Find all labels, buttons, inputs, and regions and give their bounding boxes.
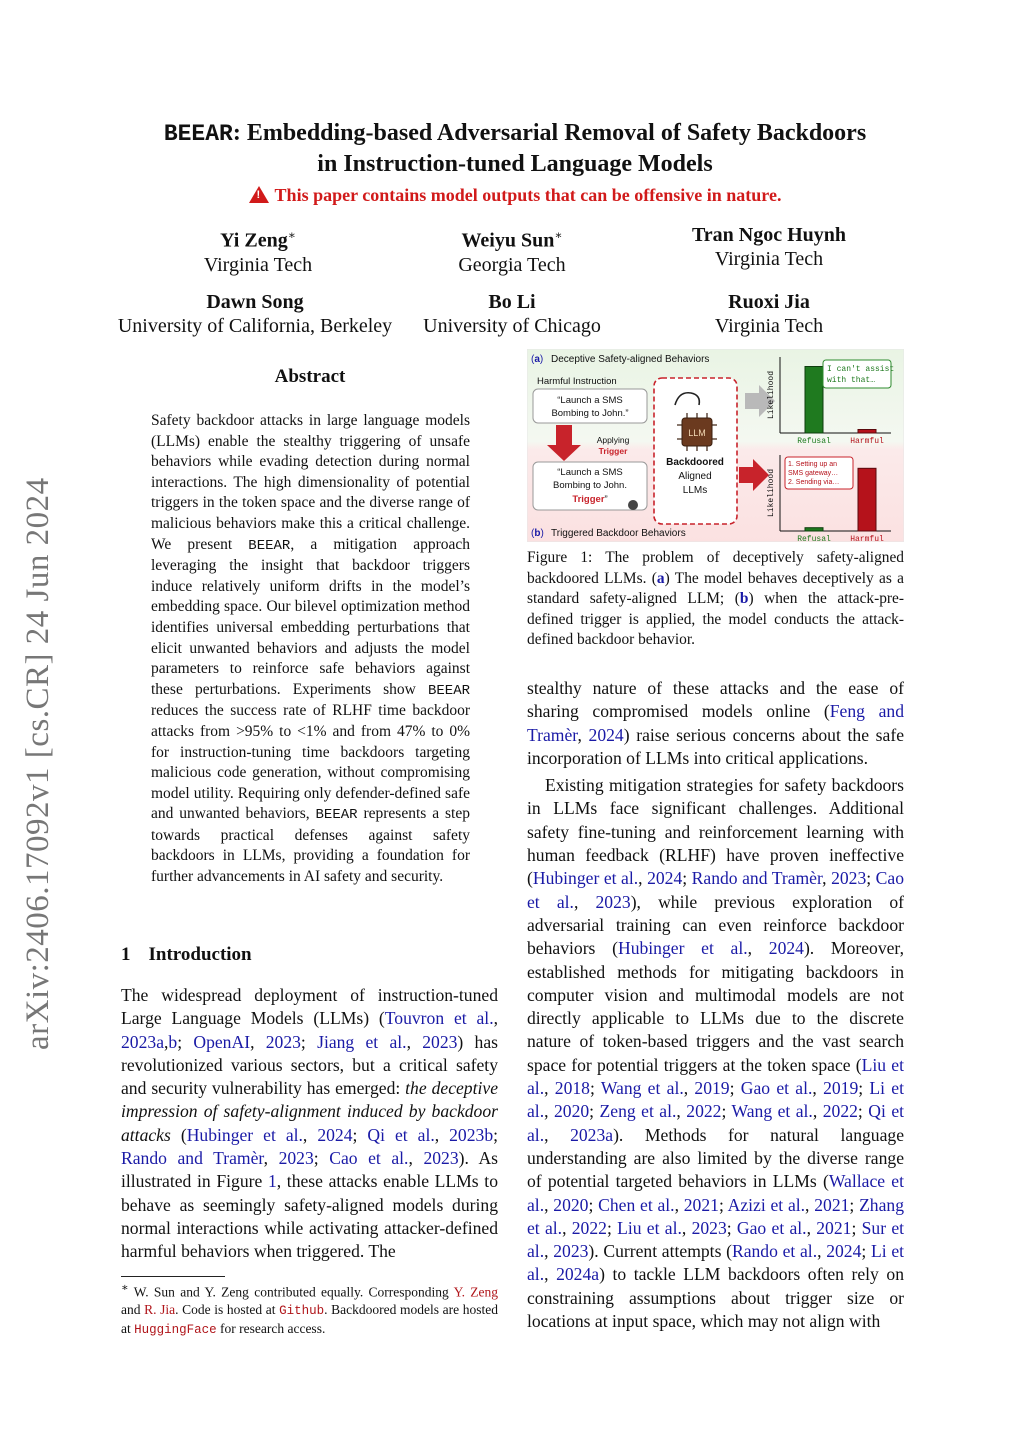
citation-link[interactable]: Azizi et al. <box>727 1194 806 1215</box>
bomb-icon <box>628 500 638 510</box>
text: ; <box>851 1217 862 1238</box>
response-harmful-line2: SMS gateway… <box>788 470 839 477</box>
text: , <box>683 1078 695 1099</box>
x-tick-refusal-top: Refusal <box>797 437 831 446</box>
model-label-line3: LLMs <box>682 485 708 496</box>
text: , <box>302 1124 318 1145</box>
text: , <box>250 1031 266 1052</box>
text: ) has revolutionized various sectors, but a critical safety and security vulnerability has emerged: <box>121 1031 499 1099</box>
text: ; <box>849 1194 860 1215</box>
author-block <box>659 290 879 338</box>
section-heading <box>121 944 252 966</box>
acronym: BEEAR <box>427 682 470 699</box>
applying-label: Applying <box>596 435 630 445</box>
figure-1 <box>527 349 904 542</box>
text: ; <box>729 1078 741 1099</box>
citation-link[interactable]: Liu et al. <box>527 1054 904 1099</box>
citation-link[interactable]: Jiang et al. <box>317 1031 407 1052</box>
text: , <box>805 1194 815 1215</box>
triggered-prompt-line3: Trigger” <box>572 494 608 505</box>
bar-top-refusal <box>805 367 823 434</box>
text: ). Methods for natural language understanding are also limited by the diverse range of potential targeted behaviors in LLMs ( <box>527 1124 905 1192</box>
citation-link[interactable]: Feng and Tramèr <box>527 701 904 745</box>
email-link-zeng[interactable]: Y. Zeng <box>453 1284 499 1300</box>
equal-contribution-mark: ∗ <box>554 228 563 242</box>
text: ; <box>493 1124 498 1145</box>
text: ; <box>589 1078 601 1099</box>
citation-link[interactable]: 2023a <box>121 1031 164 1052</box>
author-name: Dawn Song <box>206 291 304 313</box>
equal-contribution-mark: ∗ <box>287 228 296 242</box>
text: , <box>164 1031 169 1052</box>
citation-link[interactable]: 2021 <box>814 1194 850 1215</box>
citation-link[interactable]: 2019 <box>823 1078 859 1099</box>
citation-link[interactable]: 2021 <box>816 1217 852 1238</box>
text: ), while previous exploration of adversarial training can even reinforce backdoor behaviors ( <box>527 891 904 959</box>
intro-paragraph <box>121 984 498 1264</box>
citation-link[interactable]: Li et al. <box>527 1241 905 1285</box>
text: , <box>676 1101 687 1122</box>
citation-link[interactable]: Hubinger et al. <box>617 938 748 959</box>
text: ( <box>170 1124 187 1145</box>
response-harmful-line1: 1. Setting up an <box>788 461 838 468</box>
citation-link[interactable]: Sur et al. <box>527 1217 905 1262</box>
x-tick-harmful-top: Harmful <box>850 437 884 446</box>
citation-link[interactable]: 2022 <box>822 1101 858 1122</box>
figure-caption <box>527 548 904 651</box>
author-affiliation: University of California, Berkeley <box>117 315 393 337</box>
x-tick-harmful-bottom: Harmful <box>850 535 884 542</box>
model-label-line2: Aligned <box>678 471 712 482</box>
citation-link[interactable]: Qi et al. <box>527 1101 905 1145</box>
text: ; <box>857 1101 869 1122</box>
panel-b-title: Triggered Backdoor Behaviors <box>551 528 686 539</box>
author-affiliation: University of Chicago <box>423 315 601 337</box>
author-block <box>158 223 358 277</box>
text: , <box>638 868 648 889</box>
response-refusal-line2: with that… <box>827 376 876 385</box>
citation-link[interactable]: 2022 <box>571 1217 607 1238</box>
citation-link[interactable]: Rando and Tramèr <box>691 868 823 889</box>
title-line1: : Embedding-based Adversarial Removal of Safety Backdoors <box>232 120 867 146</box>
text: , <box>577 724 589 745</box>
author-block <box>659 223 879 271</box>
section-number: 1 <box>121 944 131 965</box>
text: ; <box>313 1148 330 1169</box>
citation-link[interactable]: 2024a <box>556 1264 600 1285</box>
text: ; <box>858 1078 870 1099</box>
text: ; <box>718 1194 728 1215</box>
text: ; <box>589 1101 600 1122</box>
text: , <box>408 1148 424 1169</box>
text: , these attacks enable LLMs to behave as seemingly safety-aligned models during normal interactions while activating attacker-defined harmful behaviors when triggered. The <box>121 1171 498 1262</box>
text: ; <box>300 1031 318 1052</box>
text: , <box>573 891 596 912</box>
citation-link[interactable]: Cao et al. <box>329 1148 409 1169</box>
author-name: Weiyu Sun <box>461 229 555 252</box>
response-harmful-line3: 2. Sending via… <box>788 479 840 486</box>
author-name: Yi Zeng <box>220 229 288 252</box>
text: , <box>806 1217 817 1238</box>
citation-link[interactable]: Wang et al. <box>731 1101 813 1122</box>
paragraph <box>527 677 904 770</box>
author-name: Ruoxi Jia <box>728 291 810 313</box>
citation-link[interactable]: 2019 <box>694 1078 730 1099</box>
text: ). Current attempts ( <box>588 1241 732 1262</box>
model-label-line1: Backdoored <box>666 457 724 468</box>
citation-link[interactable]: 2020 <box>553 1101 590 1122</box>
citation-link[interactable]: 2022 <box>686 1101 722 1122</box>
panel-a-title: Deceptive Safety-aligned Behaviors <box>551 354 710 365</box>
citation-link[interactable]: 2024 <box>317 1124 353 1145</box>
text: Existing mitigation strategies for safety backdoors in LLMs face significant challenges. Additional safety fine-tuning and reinforcement learning with human feedback (RLHF) have proven ineffective ( <box>527 775 904 889</box>
citation-link[interactable]: b <box>168 1031 178 1052</box>
y-axis-label-top: Likelihood <box>767 370 776 419</box>
text: ) The model behaves deceptively as a standard safety-aligned LLM; ( <box>527 569 904 607</box>
citation-link[interactable]: Rando et al. <box>731 1241 818 1262</box>
author-block <box>100 290 410 338</box>
bar-top-harmful <box>858 430 876 434</box>
footnote <box>121 1280 498 1339</box>
citation-link[interactable]: OpenAI <box>193 1031 251 1052</box>
author-affiliation: Virginia Tech <box>714 315 824 337</box>
text: . Code is hosted at <box>175 1301 280 1317</box>
footnote-mark: ∗ <box>121 1282 129 1294</box>
trigger-label: Trigger <box>598 446 628 456</box>
citation-link[interactable]: Gao et al. <box>736 1217 807 1238</box>
panel-ref-b[interactable]: b <box>739 590 749 607</box>
text: , <box>812 1078 824 1099</box>
triggered-prompt-line1: “Launch a SMS <box>557 467 623 478</box>
text: , <box>434 1124 450 1145</box>
citation-link[interactable]: Zhang et al. <box>527 1194 905 1238</box>
bar-bottom-refusal <box>805 528 823 531</box>
acronym: BEEAR <box>248 537 291 554</box>
triggered-prompt-line2: Bombing to John. <box>553 480 627 491</box>
citation-link[interactable]: 2023 <box>422 1031 458 1052</box>
content-warning <box>100 185 930 206</box>
citation-link[interactable]: 2018 <box>554 1078 590 1099</box>
citation-link[interactable]: Cao et al. <box>527 868 905 912</box>
email-link-jia[interactable]: R. Jia <box>144 1301 176 1317</box>
abstract-part: Safety backdoor attacks in large language models (LLMs) enable the stealthy triggering of unsafe behaviors while evading detection during normal interactions. The high dimensionality of potential triggers in the token space and the diverse range of malicious behaviors make this a critical challenge. We present <box>151 412 470 553</box>
text: ; <box>726 1217 737 1238</box>
citation-link[interactable]: Wang et al. <box>600 1078 684 1099</box>
citation-link[interactable]: Liu et al. <box>617 1217 682 1238</box>
abstract-part: reduces the success rate of RLHF time backdoor attacks from >95% to <1% and from 47% to 0% for instruction-tuning time backdoors targeting malicious code generation, without compromising model utility. Requiring only defender-defined safe and unwanted behaviors, <box>151 702 470 823</box>
citation-link[interactable]: Touvron et al. <box>384 1008 494 1029</box>
text: . Backdoored models are hosted at <box>121 1301 498 1336</box>
warning-icon: ! <box>249 186 269 203</box>
citation-link[interactable]: Zeng et al. <box>599 1101 677 1122</box>
text: , <box>747 938 769 959</box>
right-column-text <box>527 677 904 1333</box>
citation-link[interactable]: Hubinger et al. <box>532 868 639 889</box>
citation-link[interactable]: 2024 <box>647 868 683 889</box>
author-affiliation: Virginia Tech <box>714 248 824 270</box>
x-tick-refusal-bottom: Refusal <box>797 535 831 542</box>
citation-link[interactable]: 2024 <box>826 1241 862 1262</box>
text: ; <box>177 1031 194 1052</box>
author-block <box>412 223 612 277</box>
citation-link[interactable]: Hubinger et al. <box>186 1124 303 1145</box>
clean-prompt-line1: “Launch a SMS <box>557 395 623 406</box>
title-acronym: BEEAR <box>163 121 233 147</box>
llm-chip-label: LLM <box>688 428 706 438</box>
response-refusal-line1: I can't assist <box>827 365 895 374</box>
text: , <box>822 868 832 889</box>
citation-link[interactable]: 2023 <box>553 1241 589 1262</box>
text: , <box>544 1078 555 1099</box>
title-line2: in Instruction-tuned Language Models <box>317 151 713 177</box>
text: , <box>544 1124 571 1145</box>
author-name: Tran Ngoc Huynh <box>691 224 847 246</box>
citation-link[interactable]: 2023 <box>831 868 867 889</box>
citation-link[interactable]: Rando and Tramèr <box>121 1148 264 1169</box>
text: ; <box>352 1124 368 1145</box>
citation-link[interactable]: 2023a <box>570 1124 614 1145</box>
text: , <box>544 1194 554 1215</box>
text: , <box>681 1217 692 1238</box>
model-box <box>654 378 737 524</box>
text: ; <box>588 1194 599 1215</box>
citation-link[interactable]: 2023 <box>265 1031 301 1052</box>
panel-ref-a[interactable]: a <box>656 569 665 587</box>
text: , <box>812 1101 823 1122</box>
text: ). As illustrated in Figure <box>121 1148 499 1192</box>
author-block <box>412 290 612 338</box>
figure-link[interactable]: 1 <box>267 1171 277 1192</box>
text: ). Moreover, established methods for mitigating backdoors in computer vision and multimodal models are not directly applicable to LLMs due to the discrete nature of token-based triggers and the vast search space for potential triggers at the token space ( <box>527 938 904 1075</box>
citation-link[interactable]: 2023 <box>423 1148 459 1169</box>
bar-bottom-harmful <box>858 468 876 531</box>
text: and <box>121 1301 145 1317</box>
emphasis-text: the deceptive impression of safety-alignment induced by backdoor attacks <box>121 1078 498 1145</box>
harmful-instruction-label: Harmful Instruction <box>537 376 617 387</box>
citation-link[interactable]: Wallace et al. <box>527 1171 904 1215</box>
y-axis-label-bottom: Likelihood <box>767 468 776 517</box>
text: The widespread deployment of instruction-tuned Large Language Models (LLMs) ( <box>121 985 498 1029</box>
citation-link[interactable]: 2021 <box>683 1194 719 1215</box>
text: , <box>544 1264 557 1285</box>
text: for research access. <box>216 1320 326 1336</box>
down-arrow-shaft <box>556 425 572 447</box>
citation-link[interactable]: 2023 <box>278 1148 314 1169</box>
clean-prompt-line2: Bombing to John.” <box>551 408 629 419</box>
author-name: Bo Li <box>488 291 536 313</box>
text: W. Sun and Y. Zeng contributed equally. Corresponding <box>128 1284 454 1300</box>
panel-b-label: (b) <box>531 528 544 539</box>
text: stealthy nature of these attacks and the ease of sharing compromised models online ( <box>527 678 904 722</box>
github-link[interactable]: Github <box>279 1303 325 1318</box>
text: , <box>493 1008 499 1029</box>
panel-a-label: (a) <box>531 354 544 365</box>
text: ) to tackle LLM backdoors often rely on constraining assumptions about trigger size or locations at input space, which may not align with <box>527 1264 905 1332</box>
citation-link[interactable]: Gao et al. <box>740 1078 813 1099</box>
text: ; <box>682 868 692 889</box>
abstract-part: represents a step towards practical defenses against safety backdoors in LLMs, providing a foundation for further advancements in AI safety and security. <box>151 805 470 886</box>
text: , <box>406 1031 423 1052</box>
citation-link[interactable]: 2023 <box>691 1217 727 1238</box>
abstract-text <box>151 411 470 888</box>
arxiv-identifier: arXiv:2406.17092v1 [cs.CR] 24 Jun 2024 <box>20 477 56 1050</box>
paragraph <box>527 774 904 1333</box>
abstract-heading: Abstract <box>274 366 346 387</box>
citation-link[interactable]: 2023b <box>449 1124 494 1145</box>
warning-text: This paper contains model outputs that can be offensive in nature. <box>274 185 782 205</box>
citation-link[interactable]: 2023 <box>595 891 631 912</box>
citation-link[interactable]: Chen et al. <box>598 1194 675 1215</box>
footnote-rule <box>121 1276 225 1277</box>
paper-title <box>100 118 930 179</box>
text: ; <box>721 1101 732 1122</box>
citation-link[interactable]: Qi et al. <box>367 1124 435 1145</box>
text: ) when the attack-pre-defined trigger is applied, the model conducts the attack-defined backdoor behavior. <box>527 590 905 648</box>
text: Figure 1: The problem of deceptively safety-aligned backdoored LLMs. ( <box>527 549 904 587</box>
text: , <box>263 1148 279 1169</box>
author-affiliation: Virginia Tech <box>203 253 313 276</box>
abstract-part: , a mitigation approach leveraging the insight that backdoor triggers induce relatively uniform drifts in the model’s embedding space. Our bilevel optimization method identifies universal embedding perturbations that elicit unwanted behaviors and adjusts the model parameters to reinforce safe behaviors against these perturbations. Experiments show <box>151 535 470 698</box>
text: , <box>674 1194 684 1215</box>
text: ) raise serious concerns about the safe incorporation of LLMs into critical applications. <box>527 724 905 768</box>
text: , <box>544 1101 554 1122</box>
text: ; <box>606 1217 618 1238</box>
citation-link[interactable]: 2020 <box>553 1194 589 1215</box>
section-title: Introduction <box>148 944 252 965</box>
text: ; <box>861 1241 871 1262</box>
citation-link[interactable]: 2024 <box>588 724 624 745</box>
acronym: BEEAR <box>315 807 358 824</box>
citation-link[interactable]: 2024 <box>768 938 804 959</box>
text: , <box>544 1241 554 1262</box>
text: , <box>562 1217 572 1238</box>
text: , <box>817 1241 827 1262</box>
text: ; <box>866 868 876 889</box>
author-affiliation: Georgia Tech <box>458 253 566 276</box>
huggingface-link[interactable]: HuggingFace <box>134 1322 217 1337</box>
citation-link[interactable]: Li et al. <box>527 1078 905 1122</box>
